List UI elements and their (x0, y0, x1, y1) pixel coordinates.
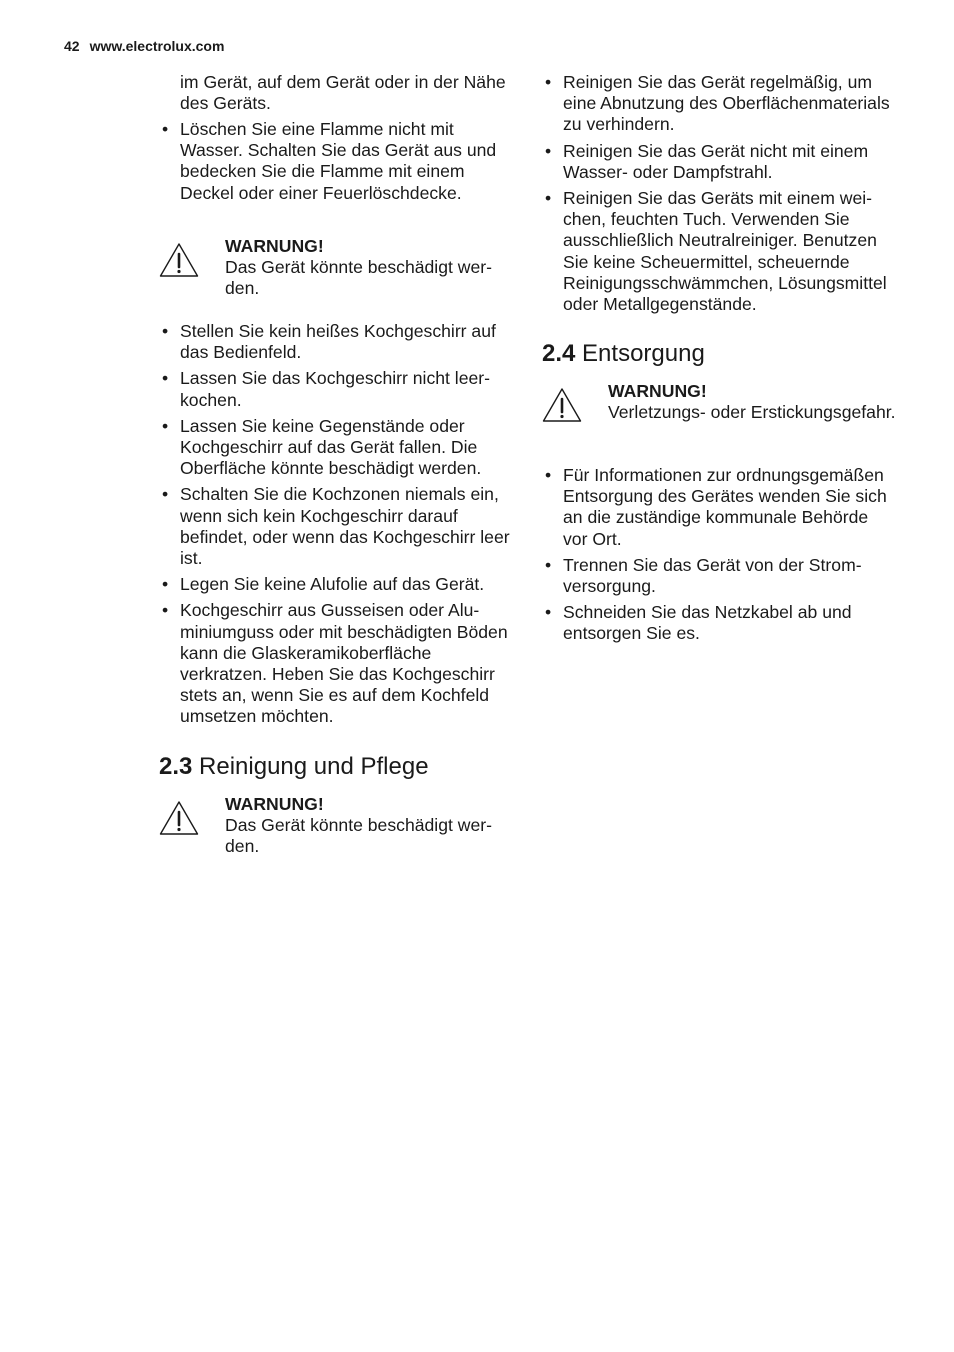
warning-triangle-icon (542, 387, 582, 423)
list-item: • Reinigen Sie das Gerät regelmäßig, um eine Abnutzung des Oberflächenmaterials zu verhindern. (542, 72, 897, 136)
list-item: • Lassen Sie das Kochgeschirr nicht leerkochen. (159, 368, 519, 410)
warning-title: WARNUNG! (225, 794, 324, 814)
warning-box (542, 381, 902, 447)
warning-text: Verletzungs- oder Erstickungsgefahr. (608, 402, 896, 423)
list-item: • Für Informationen zur ordnungsgemäßen Entsorgung des Gerätes wenden Sie sich an die zuständige kommunale Behörde vor Ort. (542, 465, 892, 550)
warning-triangle-icon (159, 242, 199, 278)
bullet-list-fire (159, 119, 514, 204)
page-number: 42 (64, 38, 80, 54)
list-item: • Reinigen Sie das Gerät nicht mit einem Wasser- oder Dampfstrahl. (542, 141, 897, 183)
bullet-list-cleaning (542, 72, 897, 315)
section-number: 2.3 (159, 753, 193, 780)
website-url[interactable]: www.electrolux.com (89, 38, 225, 54)
bullet-list-disposal (542, 465, 892, 645)
list-item: • Schneiden Sie das Netzkabel ab und entsorgen Sie es. (542, 602, 892, 644)
list-item: • Legen Sie keine Alufolie auf das Gerät. (159, 574, 519, 595)
section-heading-cleaning (159, 753, 519, 781)
warning-box (159, 236, 519, 302)
list-item: • Löschen Sie eine Flamme nicht mit Wasser. Schalten Sie das Gerät aus und bedecken Sie die Flamme mit einem Deckel oder einer Feuerlöschdecke. (159, 119, 514, 204)
list-item: • Stellen Sie kein heißes Kochgeschirr auf das Bedienfeld. (159, 321, 519, 363)
warning-triangle-icon (159, 800, 199, 836)
section-title: Entsorgung (582, 340, 705, 367)
warning-text: Das Gerät könnte beschädigt werden. (225, 815, 492, 857)
section-number: 2.4 (542, 340, 576, 367)
list-item: • Schalten Sie die Kochzonen niemals ein, wenn sich kein Kochgeschirr darauf befindet, oder wenn das Kochgeschirr leer ist. (159, 484, 519, 569)
warning-box (159, 794, 519, 860)
bullet-list-cookware (159, 321, 519, 728)
list-item: • Reinigen Sie das Geräts mit einem weichen, feuchten Tuch. Verwenden Sie ausschließlich Neutralreiniger. Benutzen Sie keine Scheuermittel, scheuernde Reinigungsschwämmchen, Lösungsmittel oder Metallgegenstände. (542, 188, 897, 315)
warning-title: WARNUNG! (608, 381, 707, 401)
continuation-text: im Gerät, auf dem Gerät oder in der Nähe des Geräts. (180, 72, 506, 114)
list-item: • Kochgeschirr aus Gusseisen oder Aluminiumguss oder mit beschädigten Böden kann die Glaskeramikoberfläche verkratzen. Heben Sie das Kochgeschirr stets an, wenn Sie es auf dem Kochfeld umsetzen möchten. (159, 600, 519, 727)
list-item: • Trennen Sie das Gerät von der Stromversorgung. (542, 555, 892, 597)
list-item: • Lassen Sie keine Gegenstände oder Kochgeschirr auf das Gerät fallen. Die Oberfläche könnte beschädigt werden. (159, 416, 519, 480)
warning-title: WARNUNG! (225, 236, 324, 256)
section-title: Reinigung und Pflege (199, 753, 429, 780)
section-heading-disposal (542, 340, 902, 368)
page-header (64, 38, 224, 54)
warning-text: Das Gerät könnte beschädigt werden. (225, 257, 492, 299)
